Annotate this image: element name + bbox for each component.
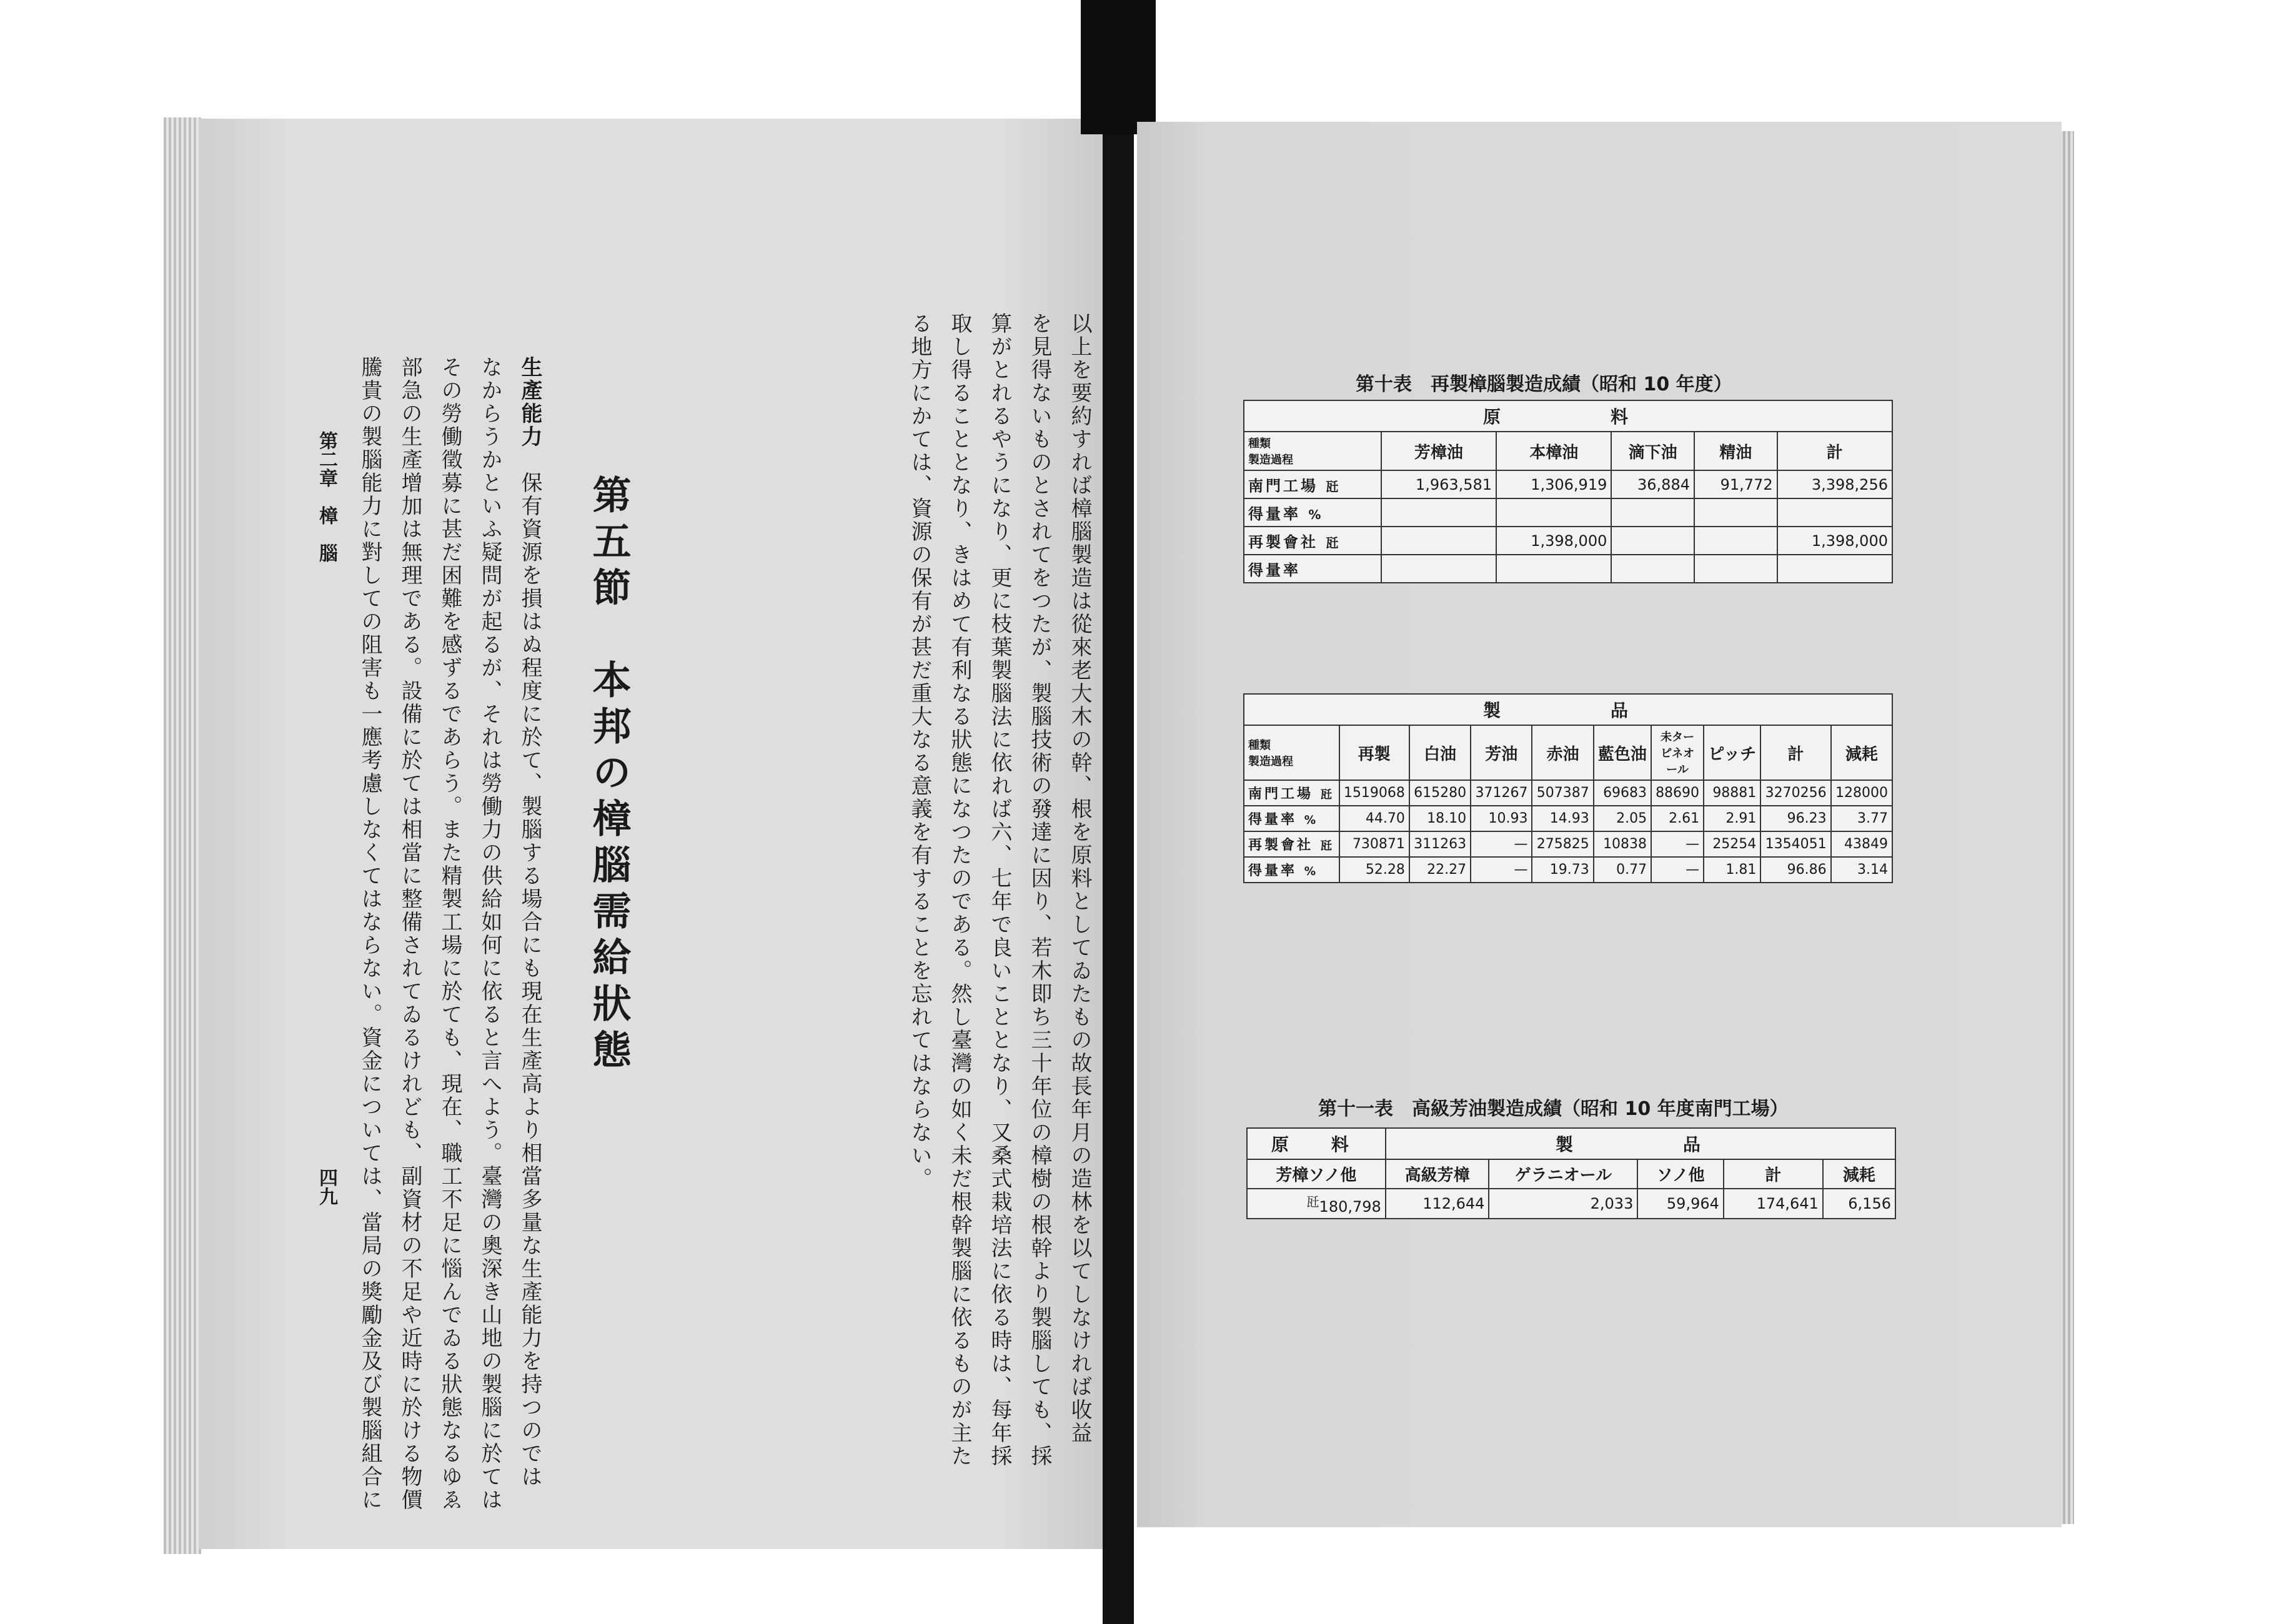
section-heading: 第五節 本邦の樟腦需給狀態 bbox=[586, 475, 632, 1076]
table-row bbox=[1244, 527, 1892, 555]
table-cell: 59,964 bbox=[1637, 1189, 1724, 1219]
table-cell: — bbox=[1471, 857, 1532, 883]
column-header: 本樟油 bbox=[1496, 432, 1611, 470]
product-section-header: 製 品 bbox=[1386, 1128, 1895, 1159]
table-cell: 3.14 bbox=[1831, 857, 1892, 883]
table-cell: 96.23 bbox=[1760, 806, 1830, 831]
row-label: 再製會社 瓩 bbox=[1244, 527, 1381, 555]
table-cell: 36,884 bbox=[1611, 470, 1694, 498]
table11-title: 第十一表 高級芳油製造成績（昭和 10 年度南門工場） bbox=[1318, 1098, 1789, 1120]
table-cell: 3,398,256 bbox=[1777, 470, 1892, 498]
table-row bbox=[1244, 555, 1892, 583]
table-cell bbox=[1694, 527, 1777, 555]
table-row bbox=[1244, 470, 1892, 498]
column-header: 精油 bbox=[1694, 432, 1777, 470]
table-cell: 311263 bbox=[1409, 831, 1471, 857]
table-cell: 2,033 bbox=[1489, 1189, 1637, 1219]
column-header: 芳樟ソノ他 bbox=[1247, 1159, 1386, 1189]
table-cell: 52.28 bbox=[1339, 857, 1409, 883]
body-line: 以上を要約すれば樟腦製造は從來老大木の幹、根を原料としてゐたもの故長年月の造林を以てしなければ收益 bbox=[1067, 312, 1092, 1445]
body-line: なからうかといふ疑問が起るが、それは勞働力の供給如何に依ると言へよう。臺灣の奧深き山地の製腦に於ては bbox=[477, 356, 502, 1512]
row-label: 得量率 bbox=[1244, 555, 1381, 583]
table-cell bbox=[1496, 555, 1611, 583]
table-cell: 2.91 bbox=[1704, 806, 1760, 831]
table-header-row bbox=[1244, 725, 1892, 780]
page-number: 四九 bbox=[315, 1168, 337, 1206]
column-header: 藍色油 bbox=[1594, 725, 1651, 780]
table10-products bbox=[1243, 693, 1893, 883]
table-cell: 44.70 bbox=[1339, 806, 1409, 831]
table-cell: $^瓩$180,798 bbox=[1247, 1189, 1386, 1219]
table-cell: — bbox=[1471, 831, 1532, 857]
table-cell: 6,156 bbox=[1823, 1189, 1895, 1219]
column-header: 白油 bbox=[1409, 725, 1471, 780]
table-cell: 507387 bbox=[1532, 780, 1593, 806]
book-spine-top bbox=[1081, 0, 1156, 134]
table-cell bbox=[1694, 555, 1777, 583]
table-cell: — bbox=[1651, 857, 1704, 883]
table-row bbox=[1244, 694, 1892, 725]
table-cell: 3.77 bbox=[1831, 806, 1892, 831]
table-cell: 96.86 bbox=[1760, 857, 1830, 883]
body-line: 部急の生產增加は無理である。設備に於ては相當に整備されてゐるけれども、副資材の不足や近時に於ける物價 bbox=[397, 356, 422, 1512]
column-header: 減耗 bbox=[1831, 725, 1892, 780]
column-header: ピッチ bbox=[1704, 725, 1760, 780]
body-line: を見得ないものとされてをつたが、製腦技術の發達に因り、若木即ち三十年位の樟樹の根幹より製腦しても、採 bbox=[1027, 312, 1052, 1468]
row-label: 得量率 % bbox=[1244, 857, 1339, 883]
table-header-row bbox=[1244, 432, 1892, 470]
table-cell bbox=[1777, 498, 1892, 527]
row-label: 得量率 % bbox=[1244, 806, 1339, 831]
table-cell: 730871 bbox=[1339, 831, 1409, 857]
page-edges-left bbox=[164, 117, 201, 1554]
row-label: 南門工場 瓩 bbox=[1244, 470, 1381, 498]
table11 bbox=[1246, 1127, 1896, 1219]
table-cell: 1.81 bbox=[1704, 857, 1760, 883]
table-cell: 275825 bbox=[1532, 831, 1593, 857]
corner-cell: 種類 製造過程 bbox=[1244, 725, 1339, 780]
table-cell: 1,306,919 bbox=[1496, 470, 1611, 498]
table-cell: 25254 bbox=[1704, 831, 1760, 857]
table-cell bbox=[1694, 498, 1777, 527]
table10-raw bbox=[1243, 400, 1893, 583]
table-cell bbox=[1381, 527, 1496, 555]
body-line: その勞働徵募に甚だ困難を感ずるであらう。また精製工場に於ても、現在、職工不足に惱んでゐる狀態なるゆゑ bbox=[437, 356, 462, 1512]
table-cell: 10838 bbox=[1594, 831, 1651, 857]
table-cell bbox=[1611, 555, 1694, 583]
column-header: 計 bbox=[1724, 1159, 1823, 1189]
table-row bbox=[1247, 1189, 1895, 1219]
column-header: 未ターピネオール bbox=[1651, 725, 1704, 780]
table-cell: 0.77 bbox=[1594, 857, 1651, 883]
table-cell bbox=[1611, 498, 1694, 527]
table-cell: 19.73 bbox=[1532, 857, 1593, 883]
column-header: ソノ他 bbox=[1637, 1159, 1724, 1189]
table-row bbox=[1244, 831, 1892, 857]
table-cell bbox=[1611, 527, 1694, 555]
table-cell: 1,398,000 bbox=[1777, 527, 1892, 555]
table-cell: 371267 bbox=[1471, 780, 1532, 806]
table-cell: 174,641 bbox=[1724, 1189, 1823, 1219]
column-header: ゲラニオール bbox=[1489, 1159, 1637, 1189]
table-row bbox=[1244, 400, 1892, 432]
row-label: 南門工場 瓩 bbox=[1244, 780, 1339, 806]
column-header: 滴下油 bbox=[1611, 432, 1694, 470]
raw-section-header: 原 料 bbox=[1247, 1128, 1386, 1159]
table-cell: 2.61 bbox=[1651, 806, 1704, 831]
body-line: る地方にかては、資源の保有が甚だ重大なる意義を有することを忘れてはならない。 bbox=[907, 312, 932, 1191]
book-spine bbox=[1103, 0, 1134, 1624]
table-cell: 43849 bbox=[1831, 831, 1892, 857]
table-cell: 3270256 bbox=[1760, 780, 1830, 806]
column-header: 赤油 bbox=[1532, 725, 1593, 780]
table-cell: 112,644 bbox=[1386, 1189, 1489, 1219]
column-header: 計 bbox=[1760, 725, 1830, 780]
table-cell: 615280 bbox=[1409, 780, 1471, 806]
table-cell: 88690 bbox=[1651, 780, 1704, 806]
body-line: 生產能力 保有資源を損はぬ程度に於て、製腦する場合にも現在生產高より相當多量な生產能力を持つのでは bbox=[517, 356, 542, 1488]
table-cell: 69683 bbox=[1594, 780, 1651, 806]
table-cell: 1,963,581 bbox=[1381, 470, 1496, 498]
table-row bbox=[1247, 1128, 1895, 1159]
table-cell: — bbox=[1651, 831, 1704, 857]
table-cell bbox=[1381, 498, 1496, 527]
body-line: 算がとれるやうになり、更に枝葉製腦法に依れば六、七年で良いこととなり、又桑式栽培法に依る時は、每年採 bbox=[987, 312, 1012, 1468]
table-cell bbox=[1496, 498, 1611, 527]
body-text-block-2 bbox=[350, 356, 550, 1512]
table-cell bbox=[1381, 555, 1496, 583]
table-cell: 91,772 bbox=[1694, 470, 1777, 498]
running-head: 第二章 樟 腦 bbox=[315, 431, 337, 562]
table-cell: 1519068 bbox=[1339, 780, 1409, 806]
column-header: 再製 bbox=[1339, 725, 1409, 780]
row-label: 再製會社 瓩 bbox=[1244, 831, 1339, 857]
table-cell: 2.05 bbox=[1594, 806, 1651, 831]
column-header: 芳樟油 bbox=[1381, 432, 1496, 470]
table-header-row bbox=[1247, 1159, 1895, 1189]
table-cell: 98881 bbox=[1704, 780, 1760, 806]
side-heading: 生產能力 bbox=[517, 356, 542, 448]
body-line: 取し得ることとなり、きはめて有利なる狀態になつたのである。然し臺灣の如く未だ根幹製腦に依るものが主た bbox=[947, 312, 972, 1468]
table-cell: 10.93 bbox=[1471, 806, 1532, 831]
table-row bbox=[1244, 806, 1892, 831]
body-line: 騰貴の製腦能力に對しての阻害も一應考慮しなくてはならない。資金については、當局の獎勵金及び製腦組合に bbox=[357, 356, 382, 1512]
table-cell: 1354051 bbox=[1760, 831, 1830, 857]
table-cell: 128000 bbox=[1831, 780, 1892, 806]
column-header: 芳油 bbox=[1471, 725, 1532, 780]
table-row bbox=[1244, 780, 1892, 806]
table-cell: 1,398,000 bbox=[1496, 527, 1611, 555]
raw-section-header: 原 料 bbox=[1244, 400, 1892, 432]
product-section-header: 製 品 bbox=[1244, 694, 1892, 725]
corner-cell: 種類 製造過程 bbox=[1244, 432, 1381, 470]
column-header: 減耗 bbox=[1823, 1159, 1895, 1189]
column-header: 高級芳樟 bbox=[1386, 1159, 1489, 1189]
table-cell bbox=[1777, 555, 1892, 583]
table10-title: 第十表 再製樟腦製造成績（昭和 10 年度） bbox=[1356, 374, 1732, 395]
table-cell: 18.10 bbox=[1409, 806, 1471, 831]
row-label: 得量率 % bbox=[1244, 498, 1381, 527]
table-cell: 14.93 bbox=[1532, 806, 1593, 831]
table-cell: 22.27 bbox=[1409, 857, 1471, 883]
table-row bbox=[1244, 498, 1892, 527]
column-header: 計 bbox=[1777, 432, 1892, 470]
table-row bbox=[1244, 857, 1892, 883]
